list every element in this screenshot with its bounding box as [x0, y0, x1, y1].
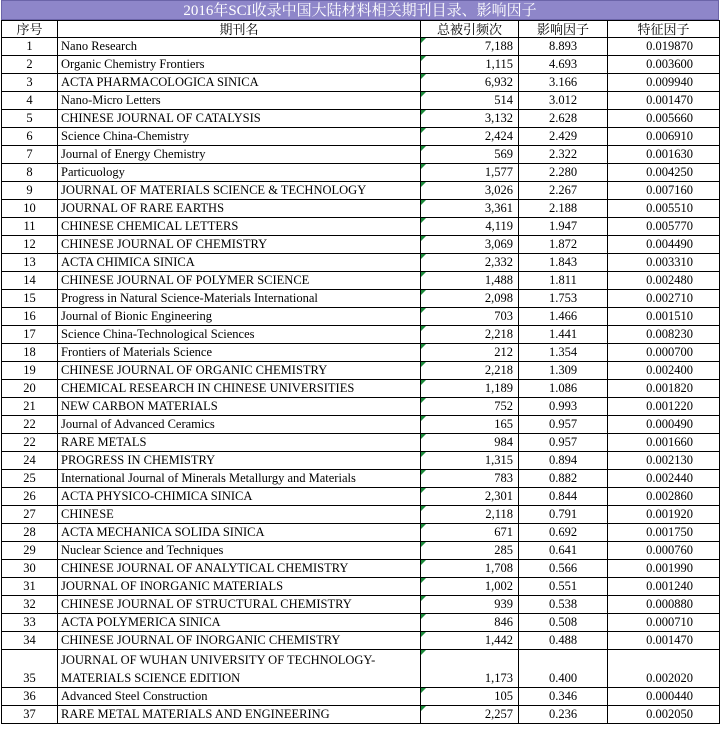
table-row — [2, 614, 720, 632]
journal-name: Organic Chemistry Frontiers — [58, 56, 421, 74]
journal-table — [1, 20, 720, 724]
row-index: 2 — [2, 56, 58, 74]
impact-factor: 1.354 — [519, 344, 608, 362]
table-row — [2, 470, 720, 488]
table-row — [2, 632, 720, 650]
impact-factor: 1.947 — [519, 218, 608, 236]
total-citations: 783 — [421, 470, 519, 488]
table-row — [2, 398, 720, 416]
eigenfactor: 0.001220 — [608, 398, 720, 416]
row-index: 10 — [2, 200, 58, 218]
row-index: 5 — [2, 110, 58, 128]
row-index: 22 — [2, 416, 58, 434]
row-index: 33 — [2, 614, 58, 632]
eigenfactor: 0.000440 — [608, 688, 720, 706]
row-index: 19 — [2, 362, 58, 380]
table-row — [2, 688, 720, 706]
journal-name: ACTA POLYMERICA SINICA — [58, 614, 421, 632]
row-index: 36 — [2, 688, 58, 706]
row-index: 22 — [2, 434, 58, 452]
table-row — [2, 164, 720, 182]
table-row — [2, 236, 720, 254]
impact-factor: 1.843 — [519, 254, 608, 272]
table-row — [2, 344, 720, 362]
impact-factor: 1.086 — [519, 380, 608, 398]
row-index: 31 — [2, 578, 58, 596]
header-impact-factor: 影响因子 — [519, 21, 608, 38]
eigenfactor: 0.004250 — [608, 164, 720, 182]
row-index: 7 — [2, 146, 58, 164]
total-citations: 3,026 — [421, 182, 519, 200]
impact-factor: 1.872 — [519, 236, 608, 254]
sheet-title: 2016年SCI收录中国大陆材料相关期刊目录、影响因子 — [1, 0, 719, 20]
journal-name: CHINESE JOURNAL OF STRUCTURAL CHEMISTRY — [58, 596, 421, 614]
total-citations: 165 — [421, 416, 519, 434]
impact-factor: 2.267 — [519, 182, 608, 200]
row-index: 24 — [2, 452, 58, 470]
total-citations: 2,218 — [421, 326, 519, 344]
journal-name: Nuclear Science and Techniques — [58, 542, 421, 560]
eigenfactor: 0.001820 — [608, 380, 720, 398]
row-index: 9 — [2, 182, 58, 200]
impact-factor: 0.508 — [519, 614, 608, 632]
eigenfactor: 0.004490 — [608, 236, 720, 254]
row-index: 4 — [2, 92, 58, 110]
table-row — [2, 254, 720, 272]
journal-name: Frontiers of Materials Science — [58, 344, 421, 362]
journal-name: JOURNAL OF RARE EARTHS — [58, 200, 421, 218]
impact-factor: 0.400 — [519, 650, 608, 688]
impact-factor: 0.236 — [519, 706, 608, 724]
row-index: 8 — [2, 164, 58, 182]
journal-name: Nano Research — [58, 38, 421, 56]
journal-name: International Journal of Minerals Metallurgy and Materials — [58, 470, 421, 488]
journal-name: Science China-Technological Sciences — [58, 326, 421, 344]
header-journal: 期刊名 — [58, 21, 421, 38]
total-citations: 2,301 — [421, 488, 519, 506]
total-citations: 6,932 — [421, 74, 519, 92]
impact-factor: 0.566 — [519, 560, 608, 578]
row-index: 21 — [2, 398, 58, 416]
eigenfactor: 0.005660 — [608, 110, 720, 128]
journal-name: ACTA CHIMICA SINICA — [58, 254, 421, 272]
row-index: 3 — [2, 74, 58, 92]
journal-name: ACTA PHYSICO-CHIMICA SINICA — [58, 488, 421, 506]
journal-name: Advanced Steel Construction — [58, 688, 421, 706]
table-row — [2, 200, 720, 218]
eigenfactor: 0.001750 — [608, 524, 720, 542]
table-row — [2, 578, 720, 596]
header-eigenfactor: 特征因子 — [608, 21, 720, 38]
total-citations: 1,173 — [421, 650, 519, 688]
impact-factor: 0.346 — [519, 688, 608, 706]
row-index: 12 — [2, 236, 58, 254]
eigenfactor: 0.001630 — [608, 146, 720, 164]
eigenfactor: 0.000760 — [608, 542, 720, 560]
total-citations: 1,002 — [421, 578, 519, 596]
journal-name: JOURNAL OF INORGANIC MATERIALS — [58, 578, 421, 596]
impact-factor: 1.441 — [519, 326, 608, 344]
eigenfactor: 0.008230 — [608, 326, 720, 344]
row-index: 18 — [2, 344, 58, 362]
eigenfactor: 0.001470 — [608, 632, 720, 650]
table-row — [2, 506, 720, 524]
journal-name: CHINESE — [58, 506, 421, 524]
header-row — [2, 21, 720, 38]
journal-name: CHINESE CHEMICAL LETTERS — [58, 218, 421, 236]
total-citations: 1,115 — [421, 56, 519, 74]
table-row — [2, 416, 720, 434]
total-citations: 671 — [421, 524, 519, 542]
eigenfactor: 0.002860 — [608, 488, 720, 506]
journal-name: Nano-Micro Letters — [58, 92, 421, 110]
total-citations: 105 — [421, 688, 519, 706]
table-row — [2, 38, 720, 56]
impact-factor: 0.692 — [519, 524, 608, 542]
row-index: 1 — [2, 38, 58, 56]
eigenfactor: 0.002400 — [608, 362, 720, 380]
total-citations: 2,424 — [421, 128, 519, 146]
eigenfactor: 0.002130 — [608, 452, 720, 470]
total-citations: 2,218 — [421, 362, 519, 380]
eigenfactor: 0.002440 — [608, 470, 720, 488]
impact-factor: 0.957 — [519, 434, 608, 452]
row-index: 15 — [2, 290, 58, 308]
journal-name: JOURNAL OF WUHAN UNIVERSITY OF TECHNOLOGY-MATERIALS SCIENCE EDITION — [58, 650, 421, 688]
table-row — [2, 272, 720, 290]
journal-name: CHINESE JOURNAL OF CATALYSIS — [58, 110, 421, 128]
row-index: 17 — [2, 326, 58, 344]
table-row — [2, 110, 720, 128]
impact-factor: 1.309 — [519, 362, 608, 380]
row-index: 16 — [2, 308, 58, 326]
row-index: 26 — [2, 488, 58, 506]
table-row — [2, 92, 720, 110]
table-row — [2, 596, 720, 614]
row-index: 6 — [2, 128, 58, 146]
impact-factor: 8.893 — [519, 38, 608, 56]
impact-factor: 0.894 — [519, 452, 608, 470]
impact-factor: 2.628 — [519, 110, 608, 128]
impact-factor: 0.538 — [519, 596, 608, 614]
eigenfactor: 0.007160 — [608, 182, 720, 200]
row-index: 11 — [2, 218, 58, 236]
journal-name: CHINESE JOURNAL OF CHEMISTRY — [58, 236, 421, 254]
total-citations: 4,119 — [421, 218, 519, 236]
journal-name: RARE METALS — [58, 434, 421, 452]
total-citations: 2,098 — [421, 290, 519, 308]
table-body — [2, 38, 720, 724]
impact-factor: 0.551 — [519, 578, 608, 596]
total-citations: 285 — [421, 542, 519, 560]
eigenfactor: 0.000880 — [608, 596, 720, 614]
row-index: 34 — [2, 632, 58, 650]
journal-name: Progress in Natural Science-Materials International — [58, 290, 421, 308]
impact-factor: 0.641 — [519, 542, 608, 560]
table-row — [2, 452, 720, 470]
eigenfactor: 0.001510 — [608, 308, 720, 326]
journal-name: Journal of Advanced Ceramics — [58, 416, 421, 434]
impact-factor: 0.882 — [519, 470, 608, 488]
table-row — [2, 706, 720, 724]
row-index: 30 — [2, 560, 58, 578]
eigenfactor: 0.006910 — [608, 128, 720, 146]
total-citations: 846 — [421, 614, 519, 632]
total-citations: 939 — [421, 596, 519, 614]
total-citations: 2,332 — [421, 254, 519, 272]
journal-name: ACTA PHARMACOLOGICA SINICA — [58, 74, 421, 92]
row-index: 29 — [2, 542, 58, 560]
eigenfactor: 0.009940 — [608, 74, 720, 92]
eigenfactor: 0.002050 — [608, 706, 720, 724]
total-citations: 7,188 — [421, 38, 519, 56]
journal-name: NEW CARBON MATERIALS — [58, 398, 421, 416]
eigenfactor: 0.001660 — [608, 434, 720, 452]
total-citations: 1,708 — [421, 560, 519, 578]
eigenfactor: 0.000490 — [608, 416, 720, 434]
table-row — [2, 326, 720, 344]
impact-factor: 1.753 — [519, 290, 608, 308]
table-row — [2, 56, 720, 74]
total-citations: 703 — [421, 308, 519, 326]
journal-name: CHINESE JOURNAL OF INORGANIC CHEMISTRY — [58, 632, 421, 650]
table-row — [2, 146, 720, 164]
impact-factor: 2.322 — [519, 146, 608, 164]
table-row — [2, 308, 720, 326]
impact-factor: 0.957 — [519, 416, 608, 434]
eigenfactor: 0.001990 — [608, 560, 720, 578]
row-index: 14 — [2, 272, 58, 290]
total-citations: 984 — [421, 434, 519, 452]
impact-factor: 0.791 — [519, 506, 608, 524]
impact-factor: 1.466 — [519, 308, 608, 326]
journal-sheet — [1, 0, 719, 724]
eigenfactor: 0.001470 — [608, 92, 720, 110]
eigenfactor: 0.000710 — [608, 614, 720, 632]
impact-factor: 3.012 — [519, 92, 608, 110]
total-citations: 3,132 — [421, 110, 519, 128]
journal-name: CHINESE JOURNAL OF POLYMER SCIENCE — [58, 272, 421, 290]
eigenfactor: 0.003600 — [608, 56, 720, 74]
eigenfactor: 0.005770 — [608, 218, 720, 236]
total-citations: 1,488 — [421, 272, 519, 290]
table-row — [2, 362, 720, 380]
eigenfactor: 0.005510 — [608, 200, 720, 218]
journal-name: RARE METAL MATERIALS AND ENGINEERING — [58, 706, 421, 724]
header-index: 序号 — [2, 21, 58, 38]
row-index: 37 — [2, 706, 58, 724]
row-index: 20 — [2, 380, 58, 398]
journal-name: ACTA MECHANICA SOLIDA SINICA — [58, 524, 421, 542]
eigenfactor: 0.001920 — [608, 506, 720, 524]
impact-factor: 0.844 — [519, 488, 608, 506]
journal-name: PROGRESS IN CHEMISTRY — [58, 452, 421, 470]
table-row — [2, 128, 720, 146]
row-index: 35 — [2, 650, 58, 688]
eigenfactor: 0.019870 — [608, 38, 720, 56]
impact-factor: 4.693 — [519, 56, 608, 74]
table-row — [2, 74, 720, 92]
total-citations: 2,257 — [421, 706, 519, 724]
eigenfactor: 0.000700 — [608, 344, 720, 362]
impact-factor: 3.166 — [519, 74, 608, 92]
row-index: 27 — [2, 506, 58, 524]
eigenfactor: 0.003310 — [608, 254, 720, 272]
total-citations: 514 — [421, 92, 519, 110]
journal-name: Science China-Chemistry — [58, 128, 421, 146]
eigenfactor: 0.002710 — [608, 290, 720, 308]
row-index: 32 — [2, 596, 58, 614]
total-citations: 2,118 — [421, 506, 519, 524]
impact-factor: 2.429 — [519, 128, 608, 146]
header-citations: 总被引频次 — [421, 21, 519, 38]
journal-name: Journal of Energy Chemistry — [58, 146, 421, 164]
journal-name: Journal of Bionic Engineering — [58, 308, 421, 326]
total-citations: 212 — [421, 344, 519, 362]
table-row — [2, 218, 720, 236]
total-citations: 752 — [421, 398, 519, 416]
journal-name: CHEMICAL RESEARCH IN CHINESE UNIVERSITIES — [58, 380, 421, 398]
total-citations: 1,577 — [421, 164, 519, 182]
total-citations: 1,189 — [421, 380, 519, 398]
table-row — [2, 560, 720, 578]
table-row — [2, 290, 720, 308]
total-citations: 1,442 — [421, 632, 519, 650]
impact-factor: 2.280 — [519, 164, 608, 182]
eigenfactor: 0.001240 — [608, 578, 720, 596]
total-citations: 3,069 — [421, 236, 519, 254]
total-citations: 569 — [421, 146, 519, 164]
journal-name: JOURNAL OF MATERIALS SCIENCE & TECHNOLOGY — [58, 182, 421, 200]
total-citations: 3,361 — [421, 200, 519, 218]
table-row — [2, 488, 720, 506]
table-row — [2, 542, 720, 560]
impact-factor: 1.811 — [519, 272, 608, 290]
row-index: 13 — [2, 254, 58, 272]
row-index: 28 — [2, 524, 58, 542]
impact-factor: 0.993 — [519, 398, 608, 416]
journal-name: CHINESE JOURNAL OF ANALYTICAL CHEMISTRY — [58, 560, 421, 578]
eigenfactor: 0.002480 — [608, 272, 720, 290]
total-citations: 1,315 — [421, 452, 519, 470]
table-row — [2, 650, 720, 688]
eigenfactor: 0.002020 — [608, 650, 720, 688]
journal-name: Particuology — [58, 164, 421, 182]
journal-name: CHINESE JOURNAL OF ORGANIC CHEMISTRY — [58, 362, 421, 380]
row-index: 25 — [2, 470, 58, 488]
table-row — [2, 434, 720, 452]
impact-factor: 2.188 — [519, 200, 608, 218]
impact-factor: 0.488 — [519, 632, 608, 650]
table-row — [2, 182, 720, 200]
table-row — [2, 524, 720, 542]
table-row — [2, 380, 720, 398]
